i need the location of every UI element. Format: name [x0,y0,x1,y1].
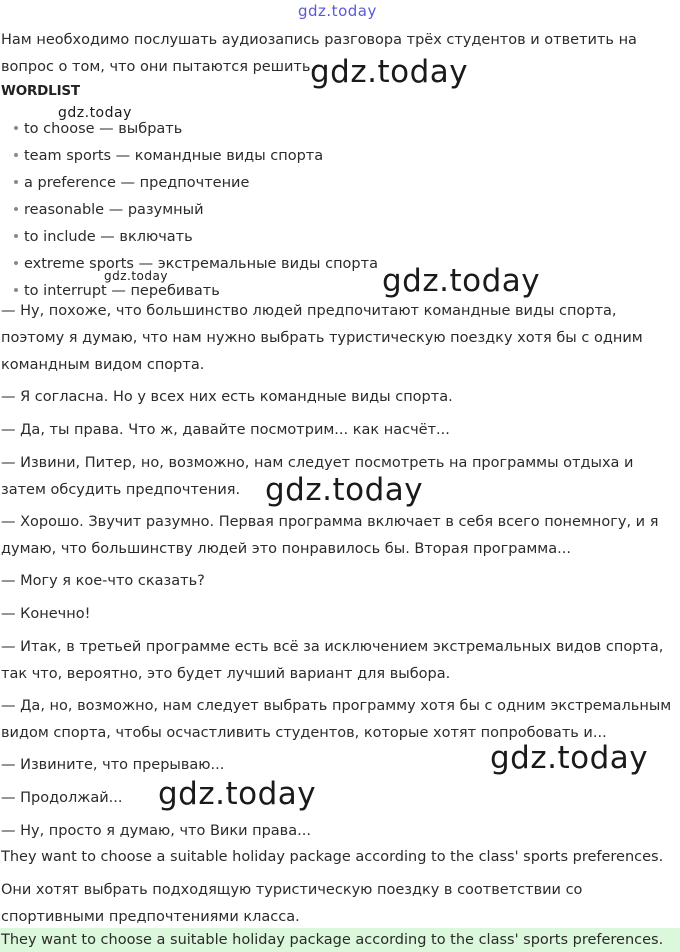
bullet-dot-icon [14,261,18,265]
watermark: gdz.today [310,54,469,90]
wordlist-item: to interrupt — перебивать [14,281,220,301]
bullet-dot-icon [14,180,18,184]
dialogue-line: — Итак, в третьей программе есть всё за исключением экстремальных видов спорта, так что, вероятно, это будет лучший вариант для выбора. [1,639,664,682]
answer-russian: Они хотят выбрать подходящую туристическую поездку в соответствии со спортивными предпочтениями класса. [1,882,583,925]
answer-english-highlighted: They want to choose a suitable holiday package according to the class' sports preferences. [1,932,664,948]
wordlist-item: extreme sports — экстремальные виды спорта [14,254,378,274]
wordlist-item: reasonable — разумный [14,200,204,220]
bullet-dot-icon [14,288,18,292]
dialogue-line: — Могу я кое-что сказать? [1,573,205,589]
dialogue-line: — Ну, похоже, что большинство людей предпочитают командные виды спорта, поэтому я думаю, что нам нужно выбрать туристическую поездку хотя бы с одним командным видом спорта. [1,303,643,373]
watermark: gdz.today [158,776,317,812]
watermark: gdz.today [265,472,424,508]
dialogue-line: — Извините, что прерываю... [1,757,225,773]
wordlist-item: a preference — предпочтение [14,173,249,193]
bullet-dot-icon [14,126,18,130]
dialogue-line: — Я согласна. Но у всех них есть командные виды спорта. [1,389,453,405]
watermark: gdz.today [382,263,541,299]
dialogue-line: — Хорошо. Звучит разумно. Первая программа включает в себя всего понемногу, и я думаю, что большинству людей это понравилось бы. Вторая программа... [1,514,659,557]
intro-line-2: вопрос о том, что они пытаются решить. [1,59,316,75]
bullet-dot-icon [14,234,18,238]
watermark-top: gdz.today [298,2,377,20]
watermark: gdz.today [104,269,168,283]
wordlist-item: to choose — выбрать [14,119,182,139]
intro-line-1: Нам необходимо послушать аудиозапись разговора трёх студентов и ответить на [1,32,637,48]
answer-english: They want to choose a suitable holiday package according to the class' sports preferences. [1,849,664,865]
dialogue-line: — Да, но, возможно, нам следует выбрать программу хотя бы с одним экстремальным видом спорта, чтобы осчастливить студентов, которые хотят попробовать и... [1,698,672,741]
dialogue-line: — Ну, просто я думаю, что Вики права... [1,823,311,839]
bullet-dot-icon [14,207,18,211]
dialogue-line: — Извини, Питер, но, возможно, нам следует посмотреть на программы отдыха и затем обсудить предпочтения. [1,455,634,498]
dialogue-line: — Да, ты права. Что ж, давайте посмотрим... как насчёт... [1,422,450,438]
bullet-dot-icon [14,153,18,157]
wordlist-heading: WORDLIST [1,83,80,99]
wordlist-item: team sports — командные виды спорта [14,146,323,166]
watermark: gdz.today [490,740,649,776]
dialogue-line: — Продолжай... [1,790,123,806]
wordlist-item: to include — включать [14,227,193,247]
watermark: gdz.today [58,105,132,121]
dialogue-line: — Конечно! [1,606,91,622]
